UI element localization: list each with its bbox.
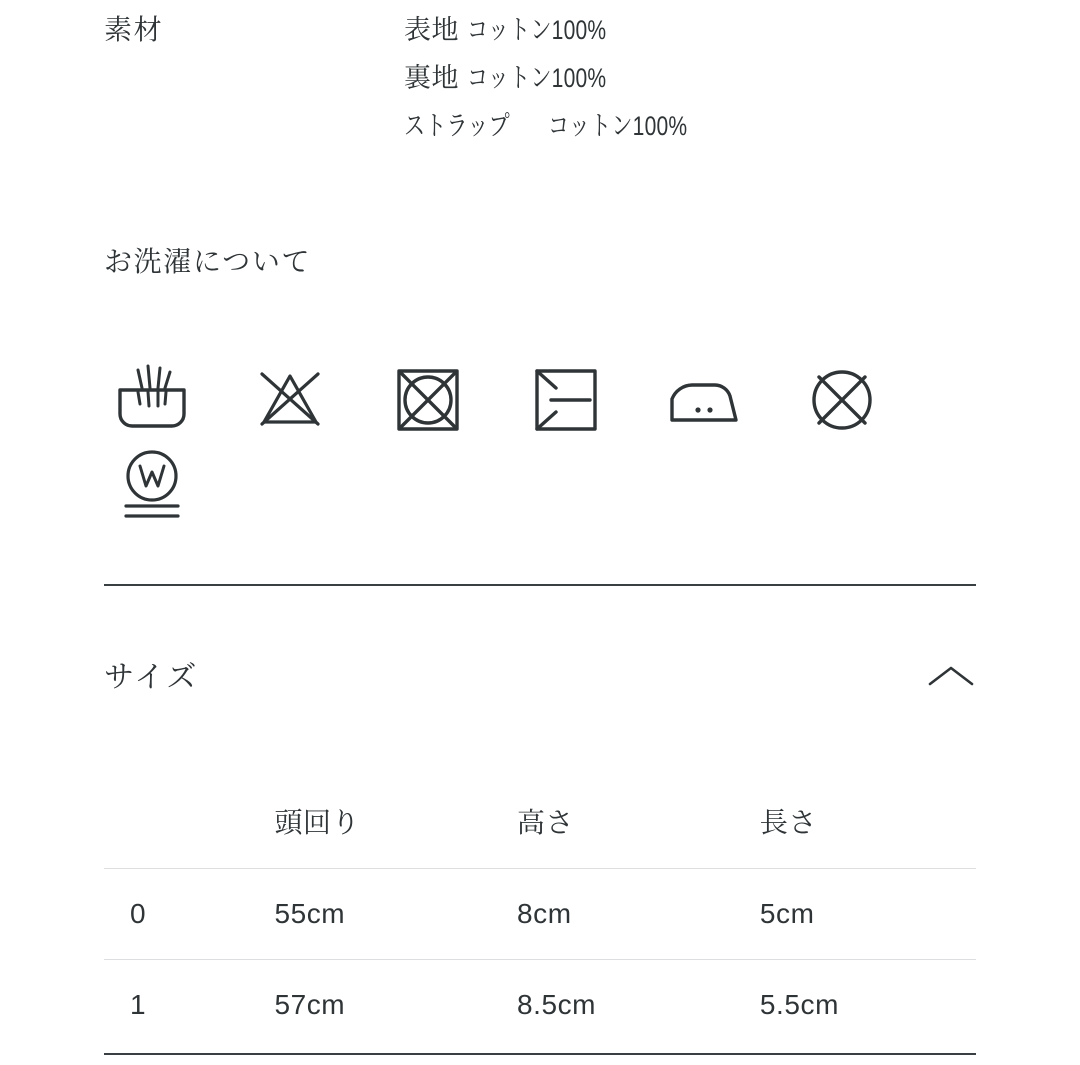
no-tumble-dry-icon (380, 352, 476, 448)
no-bleach-icon (242, 352, 338, 448)
column-header-length: 長さ (759, 807, 818, 838)
section-divider-bottom (104, 1053, 976, 1055)
table-header-row (104, 778, 976, 869)
cell-size: 1 (130, 989, 147, 1020)
cell-height: 8cm (517, 898, 572, 929)
cell-length: 5.5cm (759, 989, 839, 1020)
column-header-head-circumference: 頭回り (274, 807, 361, 838)
cell-size: 0 (130, 898, 147, 929)
material-row-key: 表地 (404, 15, 460, 45)
column-header-size (104, 778, 274, 869)
size-table-head (104, 778, 976, 869)
table-row (104, 960, 976, 1051)
table-row (104, 869, 976, 960)
column-header-height: 高さ (517, 807, 575, 838)
material-row (404, 54, 727, 102)
cell-head-circumference: 57cm (274, 989, 346, 1020)
section-divider (104, 584, 976, 586)
size-section-header[interactable] (104, 652, 976, 712)
cell-height: 8.5cm (517, 989, 597, 1020)
material-row (404, 102, 727, 150)
size-table (104, 778, 976, 1050)
material-row-key: 裏地 (404, 63, 460, 93)
material-row (404, 6, 727, 54)
iron-low-icon (656, 352, 752, 448)
cell-length: 5cm (759, 898, 815, 929)
wet-clean-icon (104, 434, 200, 530)
material-row-key: ストラップ (404, 111, 510, 141)
cell-head-circumference: 55cm (274, 898, 346, 929)
material-values (404, 6, 727, 150)
material-row-value: コットン100% (547, 111, 688, 141)
material-row-value: コットン100% (467, 63, 607, 93)
chevron-up-icon[interactable] (926, 662, 976, 692)
material-row-value: コットン100% (467, 15, 607, 45)
size-title: サイズ (104, 661, 199, 694)
care-title: お洗濯について (104, 246, 312, 277)
size-table-body (104, 869, 976, 1051)
flat-dry-in-shade-icon (518, 352, 614, 448)
no-dry-clean-icon (794, 352, 890, 448)
material-label: 素材 (104, 14, 164, 45)
care-icon-list (104, 352, 964, 522)
